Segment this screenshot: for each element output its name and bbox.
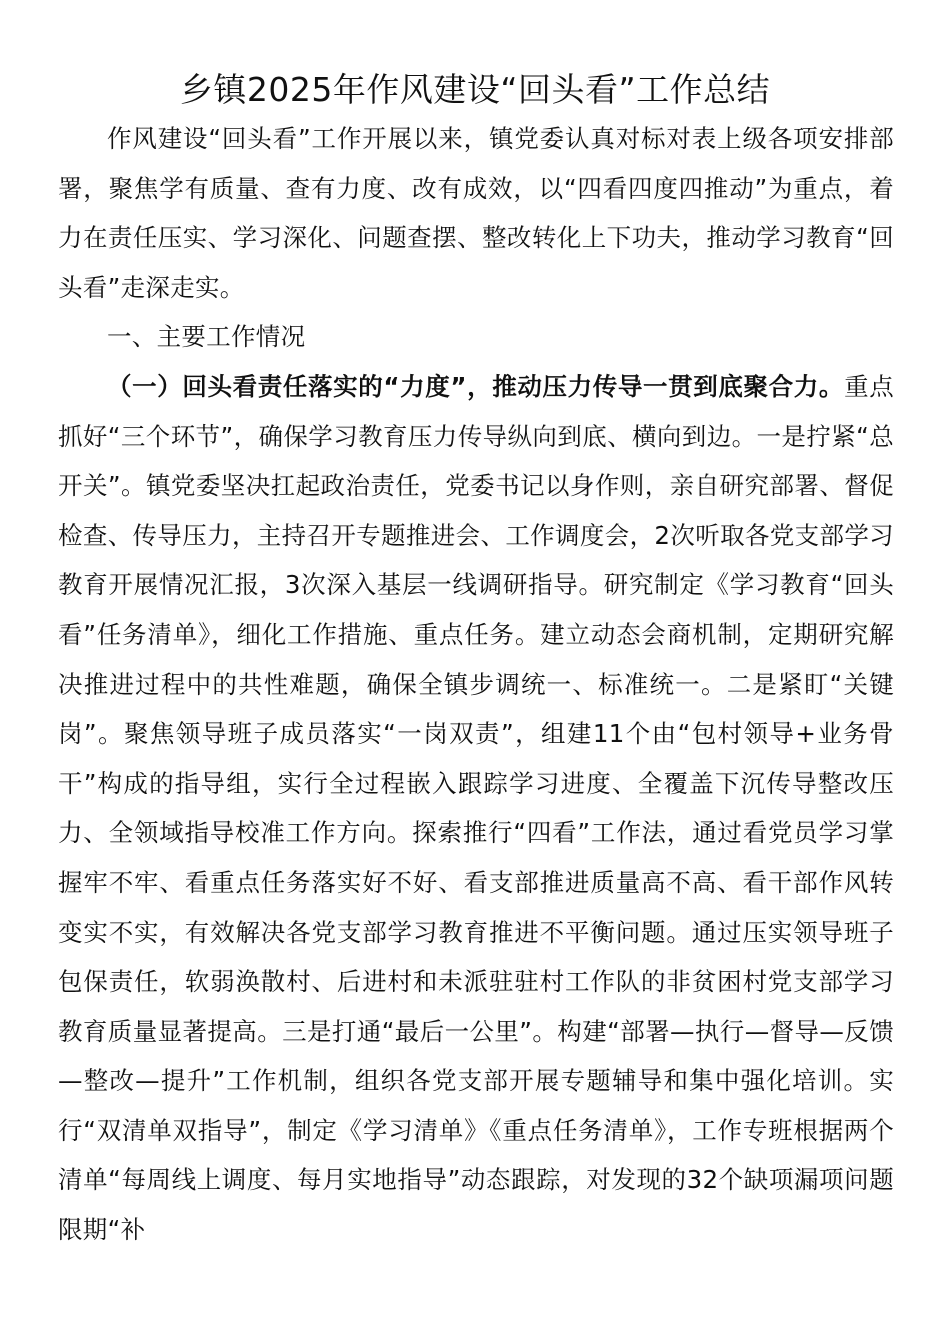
subsection-paragraph <box>58 362 894 1255</box>
subsection-body: 重点抓好“三个环节”，确保学习教育压力传导纵向到底、横向到边。一是拧紧“总开关”。镇党委坚决扛起政治责任，党委书记以身作则，亲自研究部署、督促检查、传导压力，主持召开专题推进会、工作调度会，2次听取各党支部学习教育开展情况汇报，3次深入基层一线调研指导。研究制定《学习教育“回头看”任务清单》，细化工作措施、重点任务。建立动态会商机制，定期研究解决推进过程中的共性难题，确保全镇步调统一、标准统一。二是紧盯“关键岗”。聚焦领导班子成员落实“一岗双责”，组建11个由“包村领导+业务骨干”构成的指导组，实行全过程嵌入跟踪学习进度、全覆盖下沉传导整改压力、全领域指导校准工作方向。探索推行“四看”工作法，通过看党员学习掌握牢不牢、看重点任务落实好不好、看支部推进质量高不高、看干部作风转变实不实，有效解决各党支部学习教育推进不平衡问题。通过压实领导班子包保责任，软弱涣散村、后进村和未派驻驻村工作队的非贫困村党支部学习教育质量显著提高。三是打通“最后一公里”。构建“部署—执行—督导—反馈—整改—提升”工作机制，组织各党支部开展专题辅导和集中强化培训。实行“双清单双指导”，制定《学习清单》《重点任务清单》，工作专班根据两个清单“每周线上调度、每月实地指导”动态跟踪，对发现的32个缺项漏项问题限期“补 <box>58 371 894 1245</box>
document-body <box>58 114 894 1255</box>
document-title: 乡镇2025年作风建设“回头看”工作总结 <box>179 70 771 109</box>
section-heading: 一、主要工作情况 <box>107 322 306 352</box>
intro-paragraph: 作风建设“回头看”工作开展以来，镇党委认真对标对表上级各项安排部署，聚焦学有质量、查有力度、改有成效，以“四看四度四推动”为重点，着力在责任压实、学习深化、问题查摆、整改转化上下功夫，推动学习教育“回头看”走深走实。 <box>58 124 894 302</box>
subsection-heading: （一）回头看责任落实的“力度”，推动压力传导一贯到底聚合力。 <box>107 371 845 401</box>
